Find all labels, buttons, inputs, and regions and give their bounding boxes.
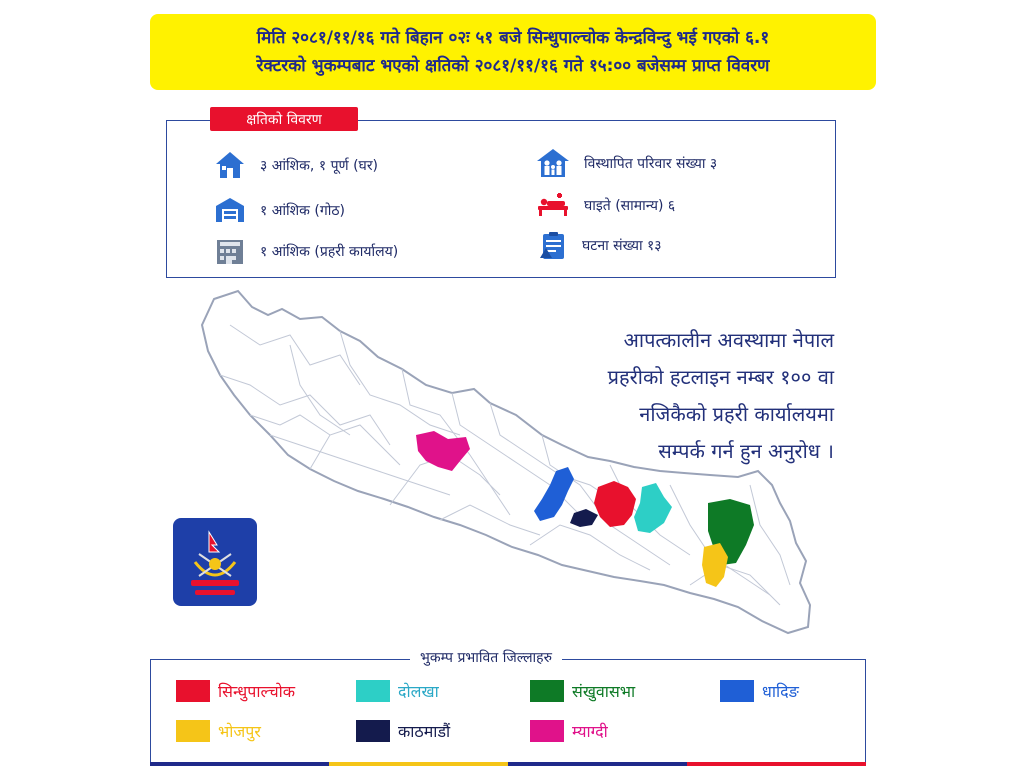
shed-icon (214, 196, 246, 224)
legend-box (150, 659, 866, 763)
nepal-police-emblem-icon (173, 518, 257, 606)
legend-item-dolakha (356, 680, 439, 702)
legend-label: संखुवासभा (572, 682, 636, 701)
legend-label: म्याग्दी (572, 722, 608, 741)
strip-segment (508, 762, 687, 766)
legend-item-bhojpur (176, 720, 261, 742)
legend-swatch (356, 720, 390, 742)
legend-label: दोलखा (398, 682, 439, 701)
damage-police-office-text: १ आंशिक (प्रहरी कार्यालय) (260, 243, 399, 260)
bottom-color-strip (150, 762, 866, 766)
title-line-2: रेक्टरको भुकम्पबाट भएको क्षतिको २०८१/११/१६ गते १५:०० बजेसम्म प्राप्त विवरण (256, 56, 770, 76)
notice-line-4: सम्पर्क गर्न हुन अनुरोध । (658, 439, 834, 463)
legend-swatch (176, 680, 210, 702)
displaced-families-text: विस्थापित परिवार संख्या ३ (584, 155, 718, 172)
emergency-notice (474, 322, 834, 470)
legend-label: सिन्धुपाल्चोक (218, 682, 296, 701)
notice-line-3: नजिकैको प्रहरी कार्यालयमा (639, 402, 834, 426)
police-building-icon (214, 236, 246, 266)
legend-swatch (530, 720, 564, 742)
damage-item-police-office (214, 236, 398, 266)
injured-text: घाइते (सामान्य) ६ (584, 197, 676, 214)
injured-person-icon (536, 192, 570, 218)
damage-item-displaced-families (536, 148, 717, 178)
legend-item-dhading (720, 680, 799, 702)
family-icon (536, 148, 570, 178)
house-icon (214, 150, 246, 180)
title-line-1: मिति २०८१/११/१६ गते बिहान ०२ः ५१ बजे सिन्धुपाल्चोक केन्द्रविन्दु भई गएको ६.१ (256, 28, 770, 48)
damage-item-incidents (538, 230, 662, 260)
clipboard-icon (538, 230, 568, 260)
incidents-text: घटना संख्या १३ (582, 237, 662, 254)
legend-label: भोजपुर (218, 722, 261, 741)
legend-swatch (176, 720, 210, 742)
notice-line-2: प्रहरीको हटलाइन नम्बर १०० वा (607, 365, 834, 389)
strip-segment (329, 762, 508, 766)
legend-label: काठमाडौं (398, 722, 451, 741)
legend-item-sankhuwasabha (530, 680, 635, 702)
legend-item-myagdi (530, 720, 608, 742)
damage-item-injured (536, 192, 675, 218)
legend-item-kathmandu (356, 720, 450, 742)
damage-details-tag: क्षतिको विवरण (210, 107, 358, 131)
damage-item-house (214, 150, 378, 180)
strip-segment (687, 762, 866, 766)
title-banner (150, 14, 876, 90)
legend-swatch (720, 680, 754, 702)
strip-segment (150, 762, 329, 766)
legend-item-sindhupalchok (176, 680, 295, 702)
notice-line-1: आपत्कालीन अवस्थामा नेपाल (623, 328, 834, 352)
legend-label: धादिङ (762, 682, 799, 701)
nepal-police-logo (173, 518, 257, 606)
damage-item-shed (214, 196, 345, 224)
damage-shed-text: १ आंशिक (गोठ) (260, 202, 345, 219)
legend-title: भुकम्प प्रभावित जिल्लाहरु (410, 648, 562, 667)
legend-swatch (530, 680, 564, 702)
damage-house-text: ३ आंशिक, १ पूर्ण (घर) (260, 157, 379, 174)
legend-swatch (356, 680, 390, 702)
